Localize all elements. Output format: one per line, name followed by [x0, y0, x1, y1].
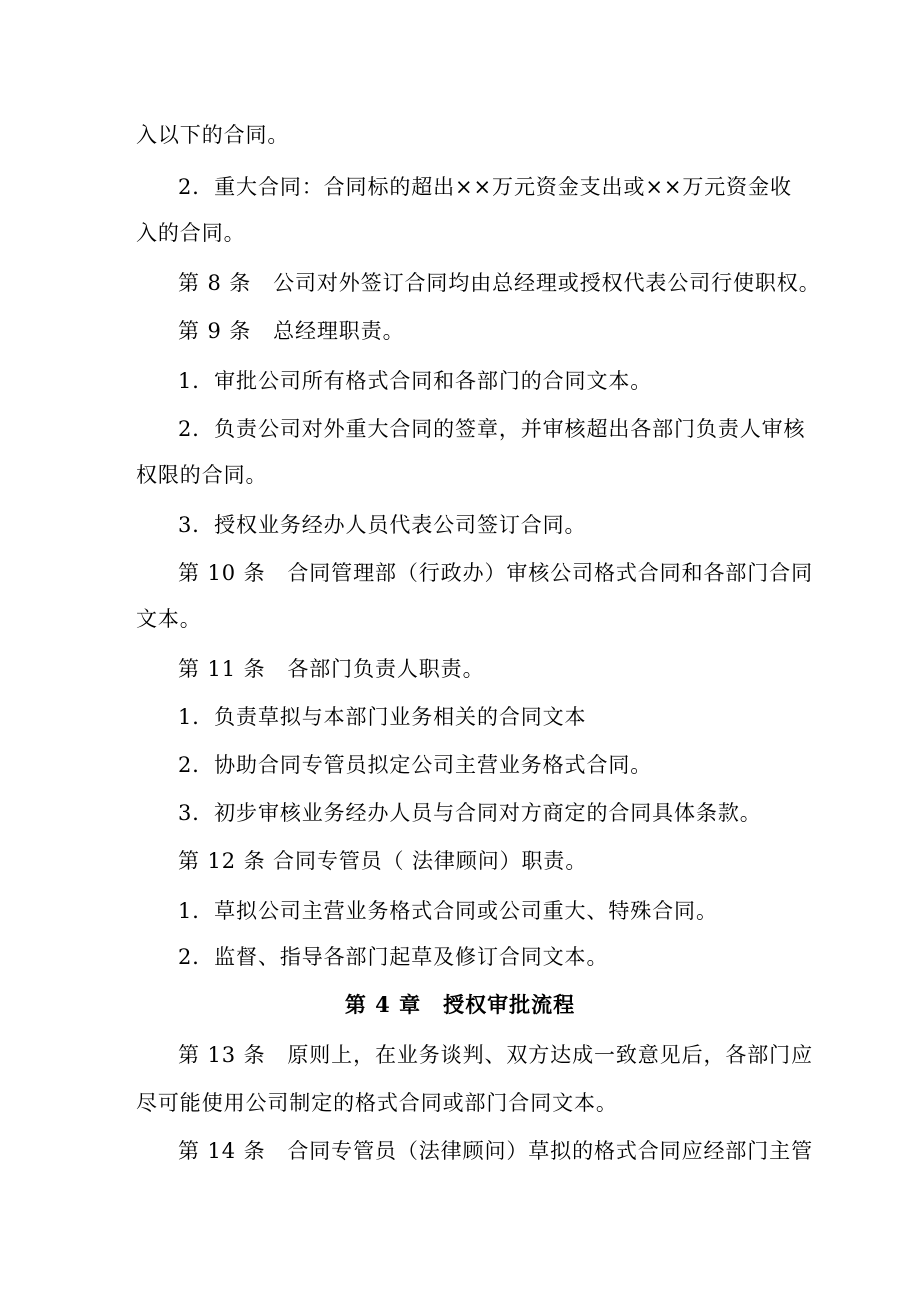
paragraph-line: 3．授权业务经办人员代表公司签订合同。 [178, 513, 587, 537]
paragraph-line: 3．初步审核业务经办人员与合同对方商定的合同具体条款。 [178, 801, 762, 825]
paragraph-line: 2．监督、指导各部门起草及修订合同文本。 [178, 945, 609, 969]
article-11: 第 11 条 各部门负责人职责。 [178, 657, 485, 681]
chapter-heading: 第 4 章 授权审批流程 [344, 992, 576, 1017]
article-8: 第 8 条 公司对外签订合同均由总经理或授权代表公司行使职权。 [178, 271, 821, 295]
article-13: 第 13 条 原则上，在业务谈判、双方达成一致意见后，各部门应 [178, 1043, 813, 1067]
paragraph-line: 权限的合同。 [136, 463, 268, 487]
paragraph-line: 1．负责草拟与本部门业务相关的合同文本 [178, 705, 587, 729]
paragraph-line: 2．协助合同专管员拟定公司主营业务格式合同。 [178, 753, 653, 777]
paragraph-line: 1．审批公司所有格式合同和各部门的合同文本。 [178, 369, 653, 393]
paragraph-line: 1．草拟公司主营业务格式合同或公司重大、特殊合同。 [178, 899, 718, 923]
article-9: 第 9 条 总经理职责。 [178, 319, 405, 343]
paragraph-line: 2．重大合同：合同标的超出××万元资金支出或××万元资金收 [178, 175, 792, 199]
article-14: 第 14 条 合同专管员（法律顾问）草拟的格式合同应经部门主管 [178, 1139, 813, 1163]
article-10: 第 10 条 合同管理部（行政办）审核公司格式合同和各部门合同 [178, 561, 813, 585]
paragraph-line: 文本。 [136, 607, 202, 631]
paragraph-line: 2．负责公司对外重大合同的签章，并审核超出各部门负责人审核 [178, 417, 806, 441]
paragraph-line: 尽可能使用公司制定的格式合同或部门合同文本。 [136, 1091, 618, 1115]
paragraph-line: 入的合同。 [136, 221, 246, 245]
article-12: 第 12 条 合同专管员（ 法律顾问）职责。 [178, 849, 588, 873]
paragraph-line: 入以下的合同。 [136, 123, 290, 147]
